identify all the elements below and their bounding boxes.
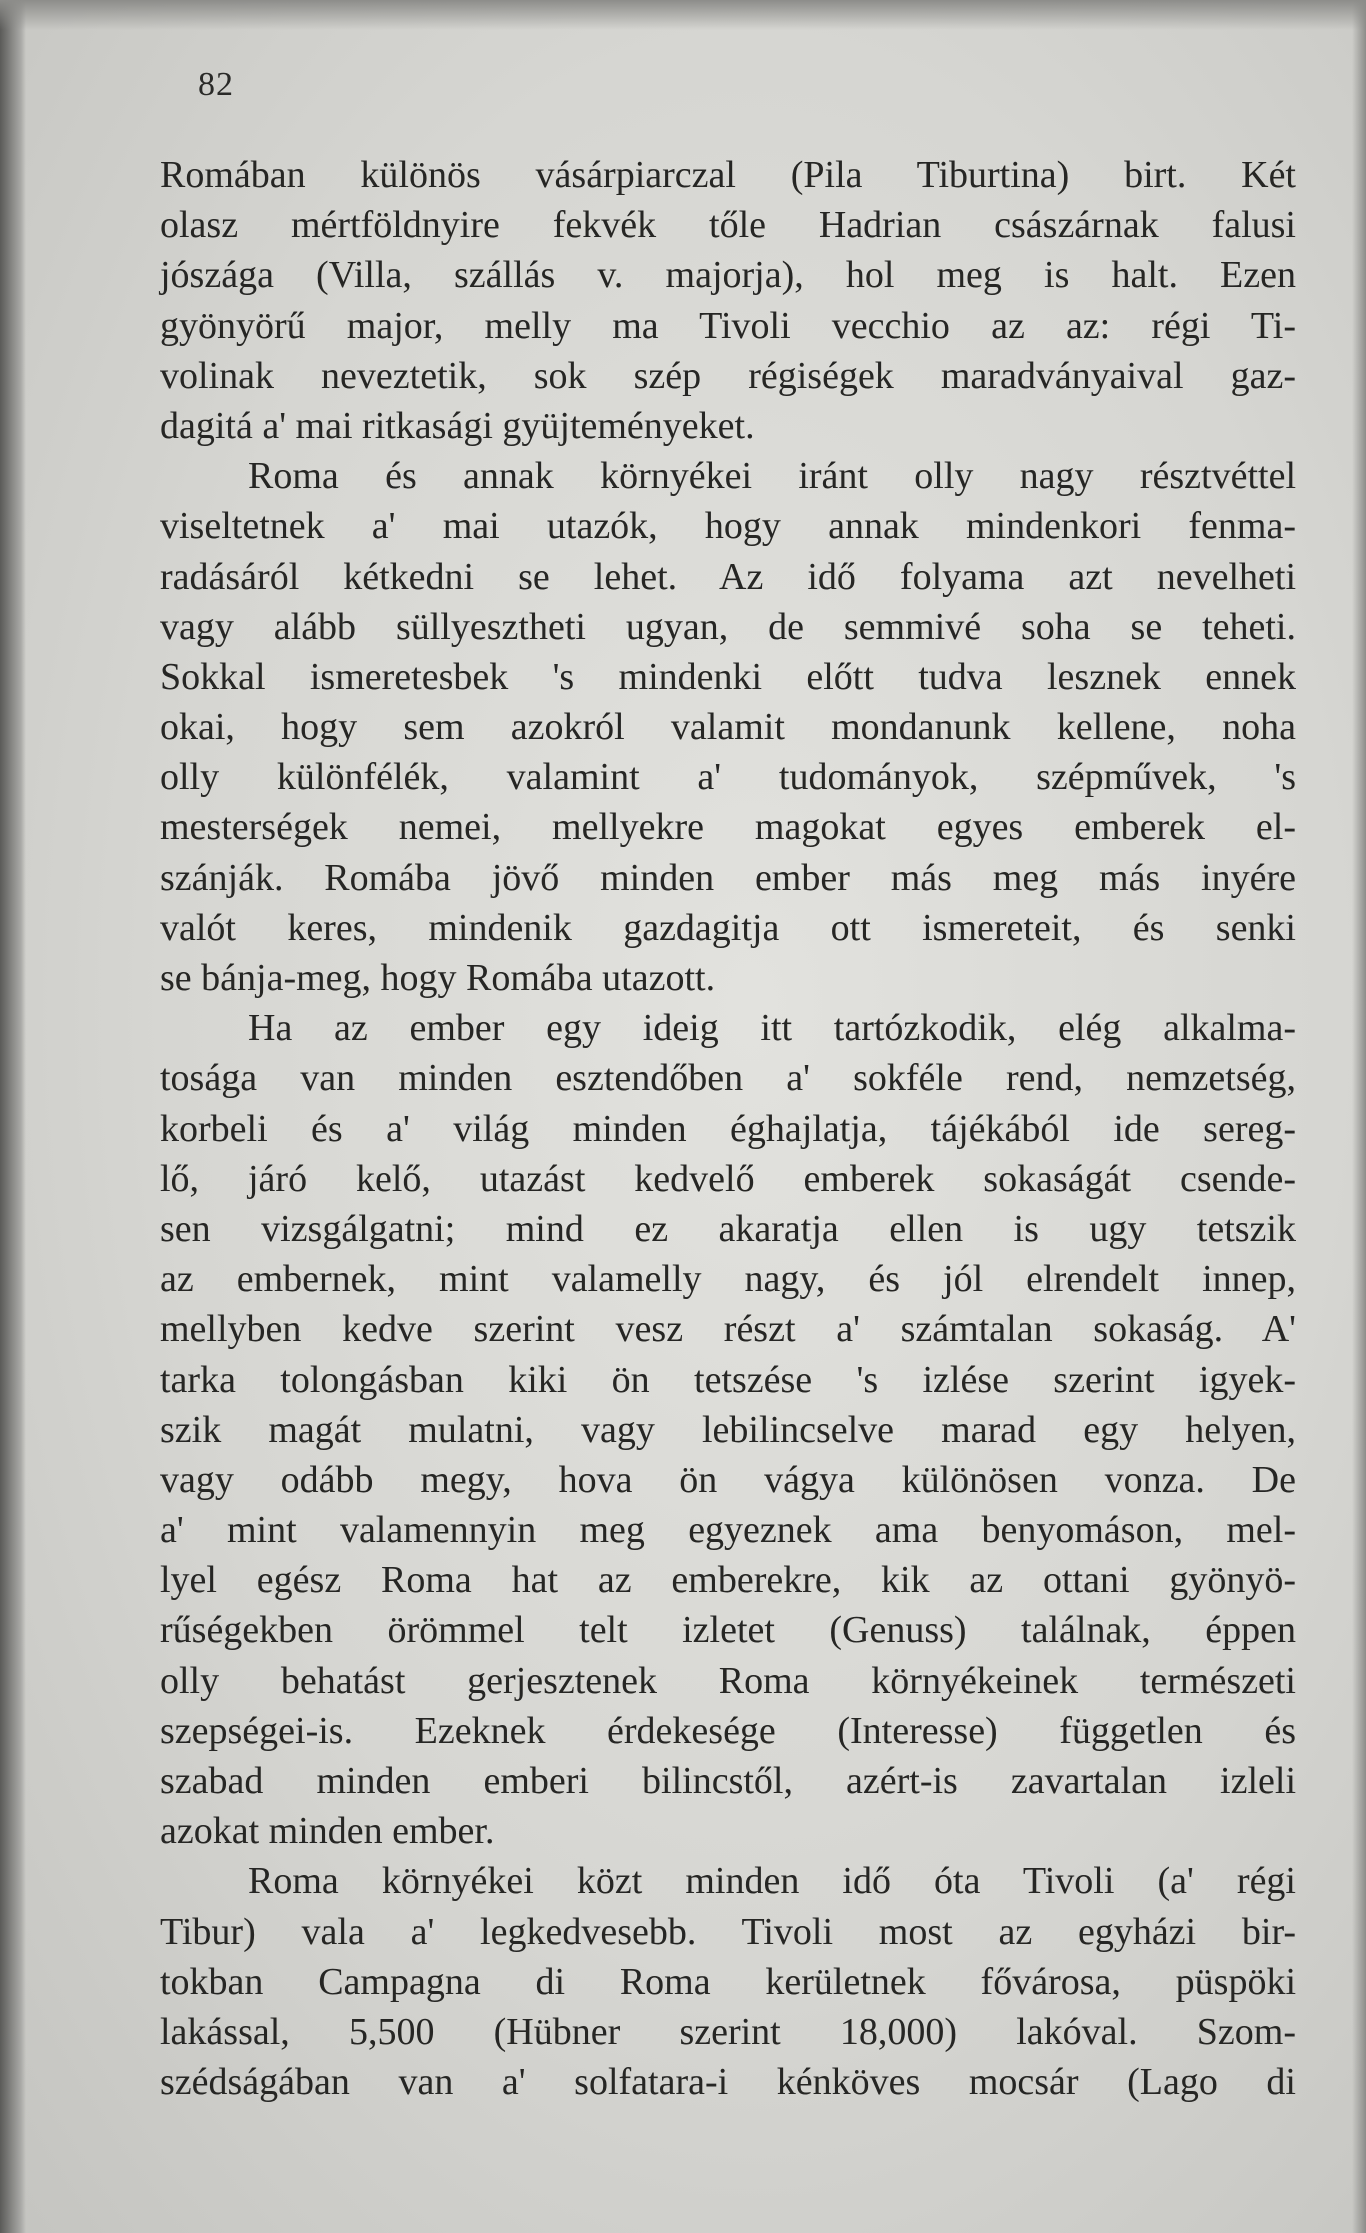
text-line: olly behatást gerjesztenek Roma környékeinek természeti	[160, 1659, 1296, 1702]
paragraph-first-line: Ha az ember egy ideig itt tartózkodik, elég alkalma-	[248, 1007, 1296, 1050]
text-line: tosága van minden esztendőben a' sokféle rend, nemzetség,	[160, 1057, 1296, 1100]
text-line: jószága (Villa, szállás v. majorja), hol meg is halt. Ezen	[160, 254, 1296, 297]
text-line: valót keres, mindenik gazdagitja ott ismereteit, és senki	[160, 906, 1296, 949]
paragraph-last-line: se bánja-meg, hogy Romába utazott.	[160, 957, 716, 999]
text-line: lyel egész Roma hat az emberekre, kik az ottani gyönyö-	[160, 1559, 1296, 1602]
text-line: az embernek, mint valamelly nagy, és jól elrendelt innep,	[160, 1258, 1296, 1301]
text-line: tarka tolongásban kiki ön tetszése 's izlése szerint igyek-	[160, 1358, 1296, 1401]
text-line: szánják. Romába jövő minden ember más meg más inyére	[160, 856, 1296, 899]
page-number: 82	[198, 66, 234, 103]
text-line: lakással, 5,500 (Hübner szerint 18,000) lakóval. Szom-	[160, 2010, 1296, 2053]
text-line: tokban Campagna di Roma kerületnek fővárosa, püspöki	[160, 1960, 1296, 2003]
text-line: mellyben kedve szerint vesz részt a' számtalan sokaság. A'	[160, 1308, 1296, 1351]
text-line: sen vizsgálgatni; mind ez akaratja ellen is ugy tetszik	[160, 1207, 1296, 1250]
text-line: szepségei-is. Ezeknek érdekesége (Interesse) független és	[160, 1709, 1296, 1752]
text-line: korbeli és a' világ minden éghajlatja, tájékából ide sereg-	[160, 1107, 1296, 1150]
text-line: gyönyörű major, melly ma Tivoli vecchio az az: régi Ti-	[160, 304, 1296, 347]
text-line: a' mint valamennyin meg egyeznek ama benyomáson, mel-	[160, 1509, 1296, 1552]
text-line: volinak neveztetik, sok szép régiségek maradványaival gaz-	[160, 354, 1296, 397]
text-line: vagy odább megy, hova ön vágya különösen vonza. De	[160, 1458, 1296, 1501]
text-line: radásáról kétkedni se lehet. Az idő folyama azt nevelheti	[160, 555, 1296, 598]
text-line: viseltetnek a' mai utazók, hogy annak mindenkori fenma-	[160, 505, 1296, 548]
text-line: olasz mértföldnyire fekvék tőle Hadrian császárnak falusi	[160, 204, 1296, 247]
text-line: Romában különös vásárpiarczal (Pila Tiburtina) birt. Két	[160, 154, 1296, 196]
text-line: Sokkal ismeretesbek 's mindenki előtt tudva lesznek ennek	[160, 655, 1296, 698]
text-line: szabad minden emberi bilincstől, azért-is zavartalan izleli	[160, 1760, 1296, 1802]
text-line: szik magát mulatni, vagy lebilincselve marad egy helyen,	[160, 1408, 1296, 1451]
text-line: vagy alább süllyesztheti ugyan, de semmivé soha se teheti.	[160, 605, 1296, 648]
text-line: lő, járó kelő, utazást kedvelő emberek sokaságát csende-	[160, 1157, 1296, 1200]
body-text	[160, 150, 1296, 2107]
binding-shadow	[0, 0, 26, 2233]
text-line: mesterségek nemei, mellyekre magokat egyes emberek el-	[160, 806, 1296, 849]
text-line: okai, hogy sem azokról valamit mondanunk kellene, noha	[160, 706, 1296, 749]
paragraph-first-line: Roma környékei közt minden idő óta Tivoli (a' régi	[248, 1860, 1296, 1903]
text-line: szédságában van a' solfatara-i kénköves mocsár (Lago di	[160, 2061, 1296, 2104]
text-line: olly különfélék, valamint a' tudományok, szépművek, 's	[160, 756, 1296, 799]
text-line: rűségekben örömmel telt izletet (Genuss) találnak, éppen	[160, 1609, 1296, 1652]
right-edge-shadow	[1352, 0, 1366, 2233]
top-edge-shadow	[0, 0, 1366, 30]
paragraph-first-line: Roma és annak környékei iránt olly nagy résztvéttel	[248, 455, 1296, 498]
paragraph-last-line: dagitá a' mai ritkasági gyüjteményeket.	[160, 404, 755, 447]
paragraph-last-line: azokat minden ember.	[160, 1810, 495, 1853]
text-line: Tibur) vala a' legkedvesebb. Tivoli most az egyházi bir-	[160, 1910, 1296, 1953]
